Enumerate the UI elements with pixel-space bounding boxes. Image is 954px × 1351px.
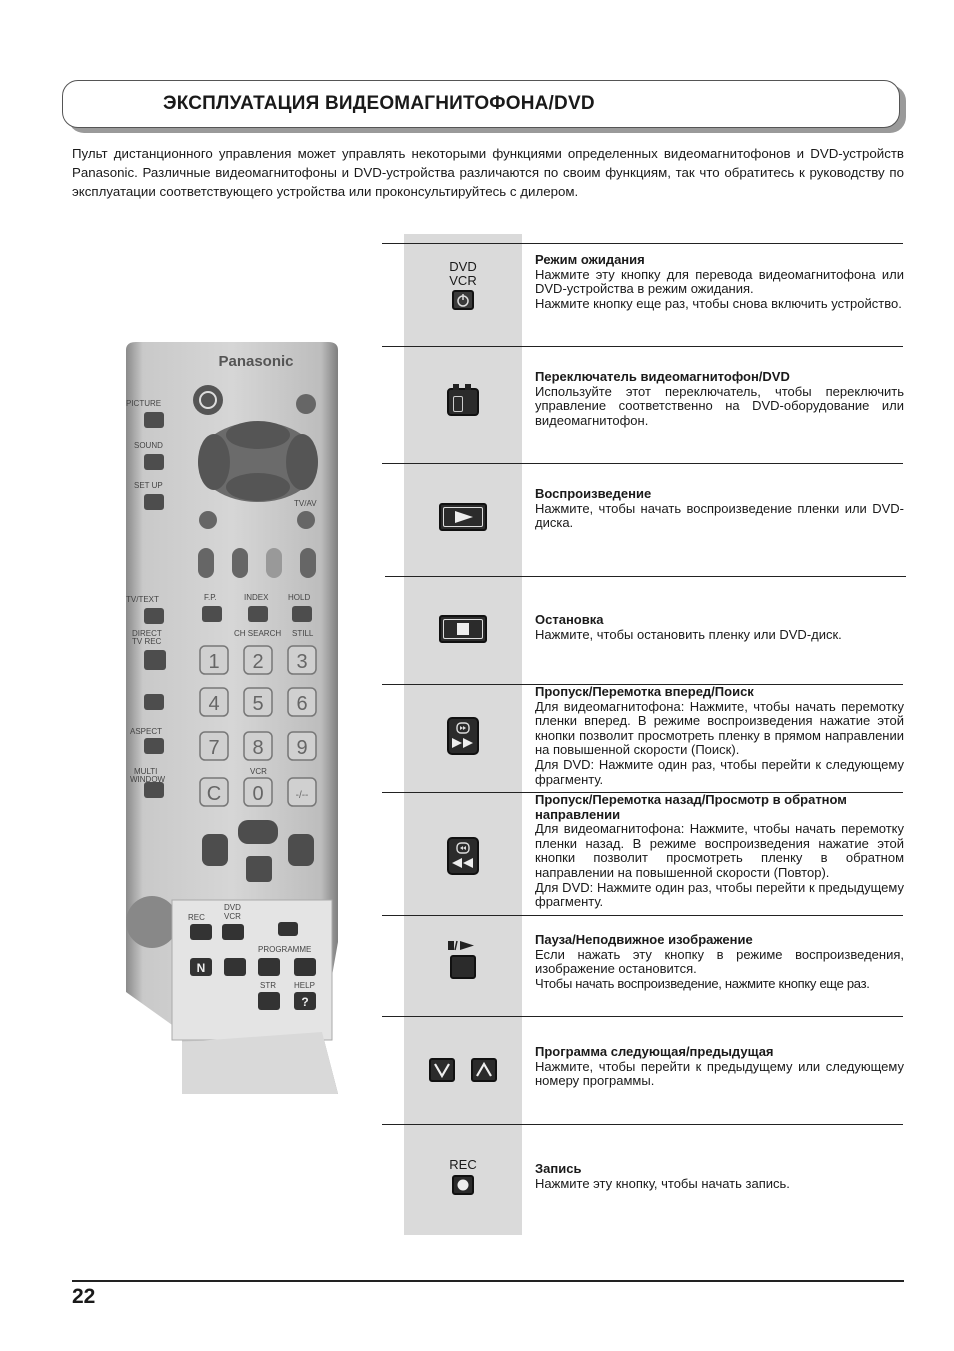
record-description [535, 1162, 904, 1191]
switch-text: Используйте этот переключатель, чтобы переключить управление соответственно на DVD-оборудование или видеомагнитофон. [535, 383, 904, 428]
svg-text:INDEX: INDEX [244, 593, 269, 602]
switch-description [535, 370, 904, 428]
switch-icon-area [404, 388, 522, 419]
remote-key-n: N [196, 961, 206, 975]
svg-text:4: 4 [208, 693, 220, 715]
svg-text:6: 6 [296, 693, 308, 715]
svg-text:TV REC: TV REC [132, 637, 162, 646]
pause-heading: Пауза/Неподвижное изображение [535, 932, 753, 947]
forward-text-2: Для DVD: Нажмите один раз, чтобы перейти к следующему фрагменту. [535, 756, 904, 787]
svg-text:8: 8 [252, 737, 264, 759]
chevron-down-icon [431, 1060, 453, 1080]
svg-text:SET UP: SET UP [134, 481, 163, 490]
forward-heading: Пропуск/Перемотка вперед/Поиск [535, 684, 754, 699]
pause-icon-area [404, 940, 522, 982]
svg-text:9: 9 [296, 737, 308, 759]
svg-text:TV/TEXT: TV/TEXT [126, 595, 159, 604]
svg-text:5: 5 [252, 693, 264, 715]
programme-text: Нажмите, чтобы перейти к предыдущему или следующему номеру программы. [535, 1058, 904, 1089]
row-divider [382, 1016, 903, 1017]
pause-text: Если нажать эту кнопку в режиме воспроизведения, изображение остановится. [535, 946, 904, 977]
svg-text:STR: STR [260, 981, 276, 990]
record-icon [454, 1177, 472, 1193]
forward-text: Для видеомагнитофона: Нажмите, чтобы начать перемотку пленки вперед. В режиме воспроизведения нажатие этой кнопки позволит просмотреть пленку в прямом направлении на повышенной скорости (Поиск). [535, 698, 904, 758]
svg-text:1: 1 [208, 651, 220, 673]
page-number: 22 [72, 1285, 96, 1308]
page-title: ЭКСПЛУАТАЦИЯ ВИДЕОМАГНИТОФОНА/DVD [163, 93, 595, 114]
record-heading: Запись [535, 1161, 582, 1176]
svg-text:F.P.: F.P. [204, 593, 217, 602]
rewind-icon [449, 839, 477, 873]
vcr-dvd-switch[interactable] [447, 388, 479, 416]
fast-forward-button[interactable] [447, 717, 479, 755]
svg-text:0: 0 [252, 783, 264, 805]
svg-text:WINDOW: WINDOW [130, 775, 166, 784]
svg-text:VCR: VCR [224, 912, 241, 921]
svg-text:C: C [206, 783, 222, 805]
svg-text:DIRECT: DIRECT [132, 629, 162, 638]
play-text: Нажмите, чтобы начать воспроизведение пленки или DVD-диска. [535, 500, 904, 531]
chevron-up-icon [473, 1060, 495, 1080]
switch-indicator-icon [465, 384, 471, 390]
remote-key-help: ? [301, 995, 309, 1009]
svg-text:-/--: -/-- [295, 790, 309, 801]
svg-text:CH SEARCH: CH SEARCH [234, 629, 282, 638]
row-divider [385, 576, 906, 577]
programme-up-button[interactable] [471, 1058, 497, 1082]
power-icon [454, 292, 472, 308]
pause-button[interactable] [450, 955, 476, 979]
svg-text:PICTURE: PICTURE [126, 399, 162, 408]
svg-text:PROGRAMME: PROGRAMME [258, 945, 312, 954]
rewind-description [535, 793, 904, 910]
svg-text:TV/AV: TV/AV [294, 499, 317, 508]
programme-description [535, 1045, 904, 1089]
record-text: Нажмите эту кнопку, чтобы начать запись. [535, 1175, 790, 1191]
rec-label: REC [449, 1157, 477, 1172]
svg-text:2: 2 [252, 651, 264, 673]
standby-icon-area [404, 260, 522, 313]
programme-down-button[interactable] [429, 1058, 455, 1082]
rewind-text-2: Для DVD: Нажмите один раз, чтобы перейти к предыдущему фрагменту. [535, 879, 904, 910]
forward-description [535, 685, 904, 787]
pause-play-icon [446, 940, 480, 952]
svg-text:ASPECT: ASPECT [130, 727, 163, 736]
record-icon-area [404, 1158, 522, 1198]
svg-text:STILL: STILL [292, 629, 314, 638]
rewind-heading: Пропуск/Перемотка назад/Просмотр в обратном направлении [535, 792, 847, 822]
title-box [62, 80, 900, 128]
play-button[interactable] [439, 503, 487, 531]
standby-text-2: Нажмите кнопку еще раз, чтобы снова включить устройство. [535, 295, 902, 311]
svg-text:HOLD: HOLD [288, 593, 311, 602]
pause-text-2: Чтобы начать воспроизведение, нажмите кнопку еще раз. [535, 975, 870, 991]
play-description [535, 487, 904, 531]
rewind-icon-area [404, 837, 522, 878]
standby-button[interactable] [452, 290, 474, 310]
svg-text:SOUND: SOUND [134, 441, 163, 450]
svg-text:DVD: DVD [224, 903, 241, 912]
remote-brand: Panasonic [218, 353, 294, 370]
svg-text:7: 7 [208, 737, 220, 759]
rewind-button[interactable] [447, 837, 479, 875]
standby-heading: Режим ожидания [535, 252, 645, 267]
stop-icon-area [404, 615, 522, 646]
stop-text: Нажмите, чтобы остановить пленку или DVD-диск. [535, 626, 842, 642]
stop-heading: Остановка [535, 612, 604, 627]
rewind-text: Для видеомагнитофона: Нажмите, чтобы начать перемотку пленки назад. В режиме воспроизведения нажатие этой кнопки позволит просмотреть пленку в обратном направлении на повышенной скорости (Повтор). [535, 821, 904, 880]
play-icon [441, 505, 485, 529]
play-icon-area [404, 503, 522, 534]
row-divider [382, 1124, 903, 1125]
standby-text: Нажмите эту кнопку для перевода видеомагнитофона или DVD-устройства в режим ожидания. [535, 266, 904, 297]
row-divider [382, 346, 903, 347]
footer-divider [72, 1280, 904, 1282]
play-heading: Воспроизведение [535, 486, 652, 501]
switch-heading: Переключатель видеомагнитофон/DVD [535, 369, 790, 384]
record-button[interactable] [452, 1175, 474, 1195]
svg-text:3: 3 [296, 651, 308, 673]
dvd-label: DVD [449, 259, 477, 274]
fast-forward-icon [449, 719, 477, 753]
row-divider [382, 463, 903, 464]
stop-button[interactable] [439, 615, 487, 643]
forward-icon-area [404, 717, 522, 758]
svg-text:VCR: VCR [250, 767, 267, 776]
svg-text:MULTI: MULTI [134, 767, 158, 776]
programme-heading: Программа следующая/предыдущая [535, 1044, 774, 1059]
stop-description [535, 613, 904, 642]
vcr-label: VCR [449, 273, 477, 288]
programme-icon-area [404, 1058, 522, 1085]
switch-slider-icon [453, 396, 463, 412]
stop-icon [441, 617, 485, 641]
row-divider [382, 243, 903, 244]
svg-text:HELP: HELP [294, 981, 315, 990]
switch-indicator-icon [453, 384, 459, 390]
svg-text:REC: REC [188, 913, 205, 922]
standby-description [535, 253, 904, 311]
pause-description [535, 933, 904, 991]
intro-text: Пульт дистанционного управления может управлять некоторыми функциями определенных видеомагнитофонов и DVD-устройств Panasonic. Различные видеомагнитофоны и DVD-устройства различаются по своим функциям, так что обратитесь к руководству по эксплуатации соответствующего устройства или проконсультируйтесь с дилером. [72, 146, 904, 199]
remote-control-image [122, 342, 342, 1094]
row-divider [382, 915, 903, 916]
